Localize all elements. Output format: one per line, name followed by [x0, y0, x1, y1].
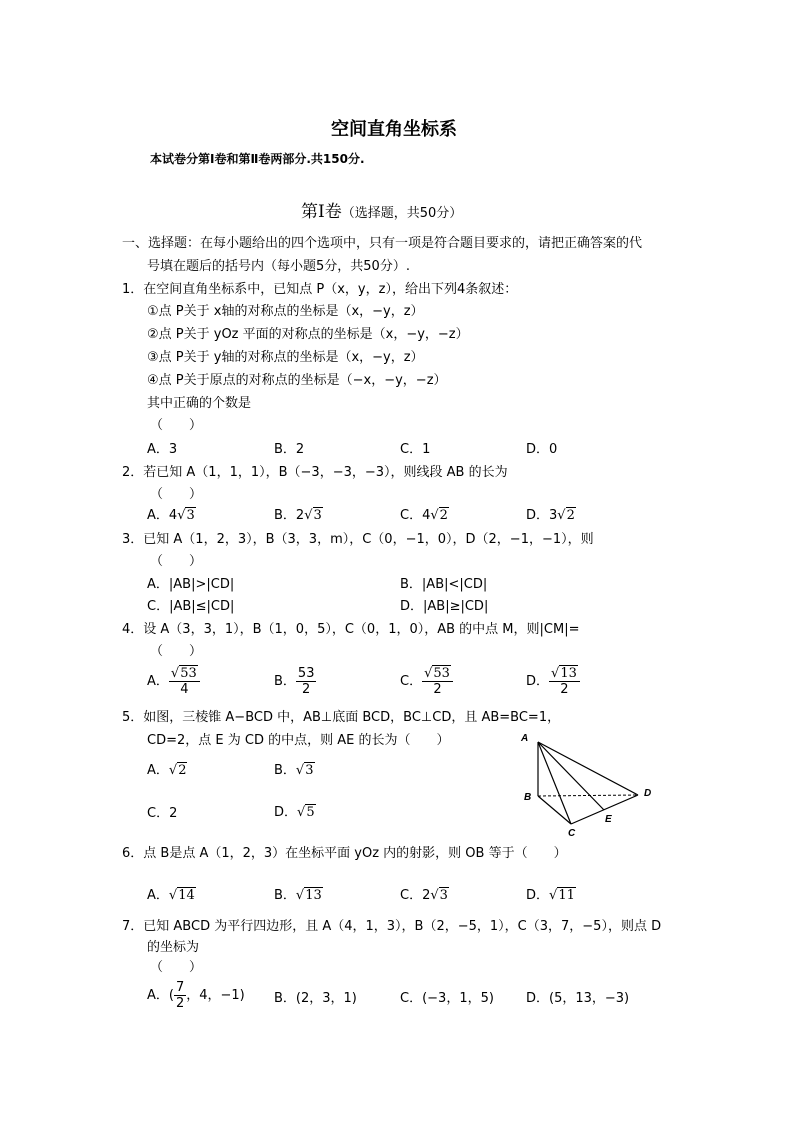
sqrt-expression: √3 [430, 888, 448, 903]
sqrt-expression: √3 [295, 763, 314, 778]
edge-ac [538, 742, 571, 824]
q4-stem: 4．设 A（3，3，1），B（1，0，5），C（0，1，0），AB 的中点 M，则|CM|= [122, 622, 580, 637]
sqrt-expression: √3 [177, 508, 195, 523]
radicand: 3 [305, 763, 314, 778]
radicand: 3 [313, 508, 322, 523]
coefficient: 3 [549, 508, 558, 523]
section-title-main: 第Ⅰ卷 [301, 202, 342, 222]
option-label: C． [400, 508, 423, 523]
q6-option-d [526, 888, 576, 904]
q1-option-d: D．0 [526, 442, 558, 457]
option-rest: ，4，−1) [186, 988, 245, 1003]
tetrahedron-figure [515, 728, 675, 838]
q7-option-c: C．(−3，1，5) [400, 991, 494, 1006]
radicand: 2 [566, 508, 575, 523]
q3-answer-paren: （ ） [150, 554, 203, 569]
radicand: 3 [439, 888, 448, 903]
q3-option-c: C．|AB|≤|CD| [147, 599, 235, 614]
q4-option-c [400, 666, 453, 697]
q1-stem: 1．在空间直角坐标系中，已知点 P（x，y，z），给出下列4条叙述： [122, 282, 518, 297]
radicand: 14 [178, 888, 195, 903]
option-label: D． [526, 888, 550, 903]
fraction [169, 666, 200, 697]
option-label: B． [274, 508, 296, 523]
sqrt-expression: √2 [168, 763, 187, 778]
radicand: 3 [186, 508, 195, 523]
radicand: 53 [180, 666, 197, 681]
q5-stem-line-1: 5．如图，三棱锥 A−BCD 中，AB⊥底面 BCD，BC⊥CD，且 AB=BC=1， [122, 710, 561, 725]
q1-option-c: C．1 [400, 442, 431, 457]
option-label: D． [274, 805, 298, 820]
option-label: C． [400, 888, 423, 903]
q6-option-a [147, 888, 196, 904]
q3-stem: 3．已知 A（1，2，3），B（3，3，m），C（0，−1，0），D（2，−1，−1），则 [122, 532, 594, 547]
option-label: A． [147, 888, 169, 903]
coefficient: 4 [422, 508, 431, 523]
sqrt-expression: √2 [430, 508, 448, 523]
q1-option-b: B．2 [274, 442, 305, 457]
radicand: 13 [305, 888, 322, 903]
section-subtitle: （选择题，共50分） [341, 206, 463, 221]
value: 2 [169, 806, 178, 821]
coefficient: 2 [422, 888, 431, 903]
numerator: 53 [297, 666, 315, 681]
q5-option-b [274, 763, 315, 779]
q4-option-b [274, 666, 316, 697]
radicand: 11 [558, 888, 575, 903]
q4-option-a [147, 666, 200, 697]
fraction [296, 666, 317, 697]
q7-option-b: B．(2，3，1) [274, 991, 357, 1006]
sqrt-expression: √14 [168, 888, 195, 903]
q5-option-a [147, 763, 187, 779]
radicand: 5 [306, 805, 315, 820]
q2-option-c [400, 508, 449, 524]
edge-ae [538, 742, 604, 810]
section-title [301, 201, 462, 225]
option-label: D． [526, 508, 550, 523]
q2-option-a [147, 508, 196, 524]
denominator: 2 [175, 996, 185, 1011]
coefficient: 4 [168, 508, 178, 523]
denominator: 2 [433, 682, 442, 697]
q3-option-b: B．|AB|<|CD| [400, 577, 488, 592]
q1-statement-4: ④点 P关于原点的对称点的坐标是（−x，−y，−z） [147, 373, 447, 388]
numerator: 7 [175, 980, 185, 995]
denominator: 2 [302, 682, 311, 697]
vertex-label-c: C [568, 828, 576, 838]
q4-answer-paren: （ ） [150, 644, 203, 659]
numerator: √13 [549, 666, 580, 682]
radicand: 2 [439, 508, 448, 523]
vertex-label-e: E [605, 814, 612, 825]
vertex-label-d: D [644, 788, 652, 799]
fraction [549, 666, 580, 697]
q5-option-c [147, 806, 177, 822]
q7-answer-paren: （ ） [150, 960, 203, 975]
q1-statement-3: ③点 P关于 y轴的对称点的坐标是（x，−y，z） [147, 350, 424, 365]
option-label: A．( [147, 988, 174, 1003]
q7-stem-line-1: 7．已知 ABCD 为平行四边形，且 A（4，1，3），B（2，−5，1），C（3，7，−5），则点 D [122, 919, 662, 934]
page-title: 空间直角坐标系 [331, 119, 457, 140]
q7-stem-line-2: 的坐标为 [147, 940, 200, 955]
q6-option-b [274, 888, 323, 904]
option-label: D． [526, 674, 550, 689]
denominator: 4 [180, 682, 189, 697]
sqrt-expression: √2 [557, 508, 575, 523]
numerator: √53 [422, 666, 453, 682]
q6-stem: 6．点 B是点 A（1，2，3）在坐标平面 yOz 内的射影，则 OB 等于（ ） [122, 846, 567, 861]
instruction-line-1: 一、选择题：在每小题给出的四个选项中，只有一项是符合题目要求的，请把正确答案的代 [122, 236, 643, 251]
q3-option-d: D．|AB|≥|CD| [400, 599, 489, 614]
sqrt-expression: √13 [295, 888, 322, 903]
q2-option-d [526, 508, 576, 524]
option-label: B． [274, 763, 296, 778]
radicand: 13 [560, 666, 577, 681]
q1-statement-2: ②点 P关于 yOz 平面的对称点的坐标是（x，−y，−z） [147, 327, 469, 342]
option-label: A． [147, 508, 169, 523]
q1-ask: 其中正确的个数是 [147, 396, 252, 411]
instruction-line-2: 号填在题后的括号内（每小题5分，共50分）. [147, 259, 410, 274]
q3-option-a: A．|AB|>|CD| [147, 577, 235, 592]
denominator: 2 [560, 682, 569, 697]
option-label: C． [147, 806, 170, 821]
q5-option-d [274, 805, 316, 821]
q2-stem: 2．若已知 A（1，1，1），B（−3，−3，−3），则线段 AB 的长为 [122, 465, 508, 480]
edge-ad [538, 742, 638, 795]
option-label: A． [147, 674, 169, 689]
sqrt-expression: √11 [549, 888, 575, 903]
q2-option-b [274, 508, 323, 524]
option-label: B． [274, 674, 296, 689]
fraction [422, 666, 453, 697]
q2-answer-paren: （ ） [150, 487, 203, 502]
q1-option-a: A．3 [147, 442, 178, 457]
q5-stem-line-2: CD=2，点 E 为 CD 的中点，则 AE 的长为（ ） [147, 733, 450, 748]
vertex-label-a: A [521, 733, 529, 744]
sqrt-expression: √3 [304, 508, 322, 523]
edge-bc [538, 796, 571, 824]
q1-statement-1: ①点 P关于 x轴的对称点的坐标是（x，−y，z） [147, 304, 424, 319]
option-label: A． [147, 763, 169, 778]
exam-note: 本试卷分第Ⅰ卷和第Ⅱ卷两部分.共150分. [150, 152, 365, 166]
option-label: B． [274, 888, 296, 903]
radicand: 2 [178, 763, 187, 778]
numerator: √53 [169, 666, 200, 682]
q7-option-d: D．(5，13，−3) [526, 991, 630, 1006]
edge-bd-hidden [538, 795, 638, 796]
q7-option-a [147, 980, 245, 1011]
q6-option-c [400, 888, 449, 904]
option-label: C． [400, 674, 423, 689]
q1-answer-paren: （ ） [150, 418, 203, 433]
fraction [174, 980, 186, 1011]
vertex-label-b: B [524, 792, 532, 803]
coefficient: 2 [295, 508, 305, 523]
sqrt-expression: √5 [297, 805, 315, 820]
radicand: 53 [433, 666, 450, 681]
q4-option-d [526, 666, 580, 697]
